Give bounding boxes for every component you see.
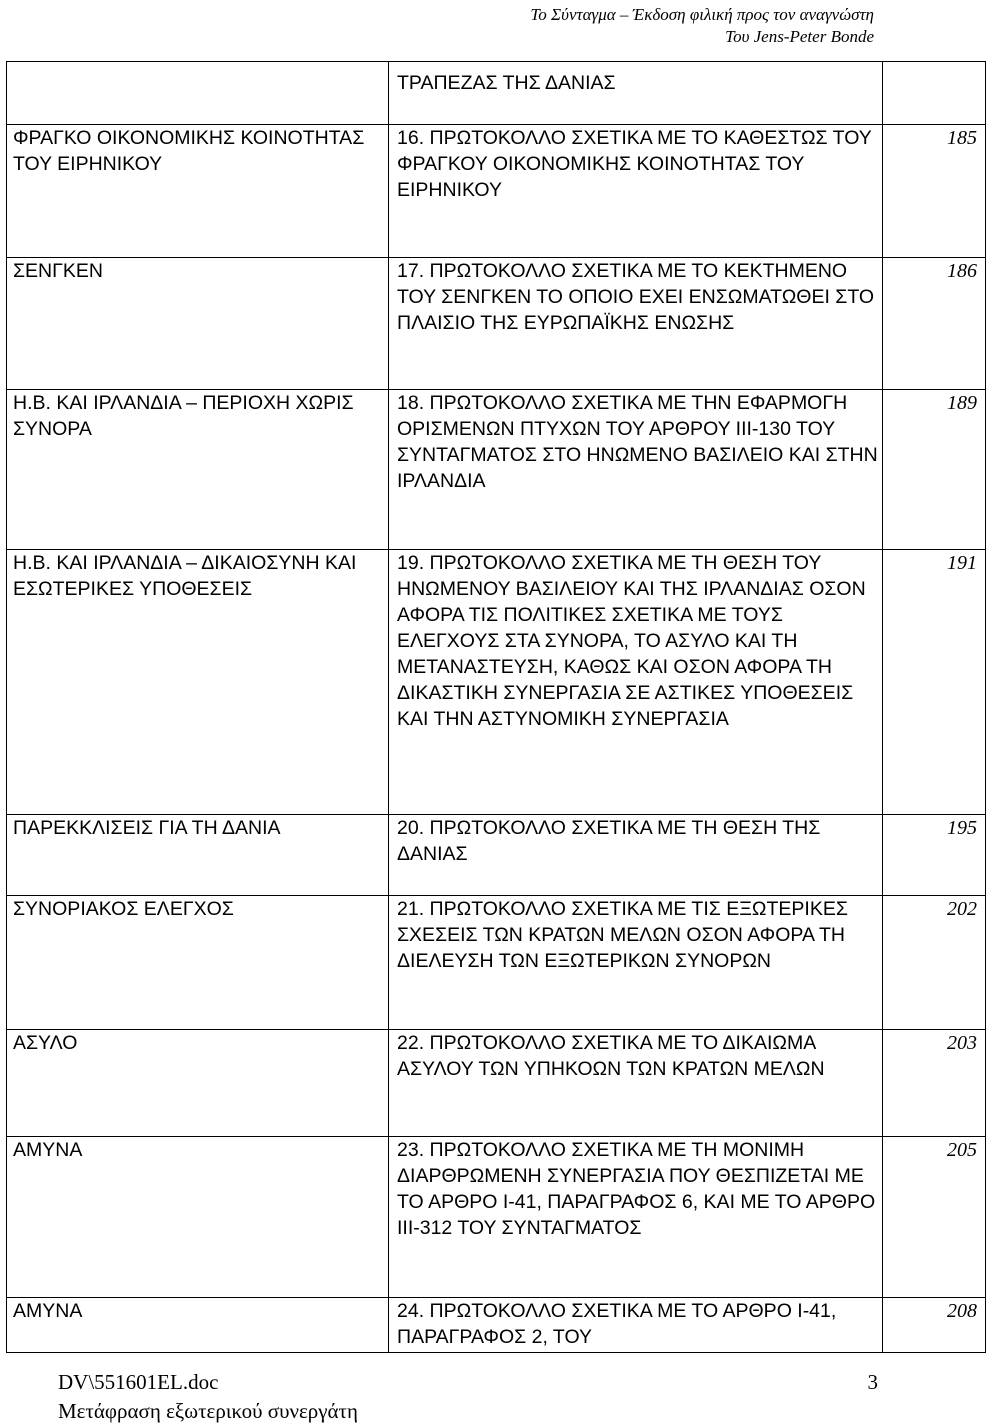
contents-row — [7, 815, 986, 896]
page-number-cell: 189 — [883, 390, 986, 550]
protocol-title-cell: 21. ΠΡΩΤΟΚΟΛΛΟ ΣΧΕΤΙΚΑ ΜΕ ΤΙΣ ΕΞΩΤΕΡΙΚΕΣ ΣΧΕΣΕΙΣ ΤΩΝ ΚΡΑΤΩΝ ΜΕΛΩΝ ΟΣΟΝ ΑΦΟΡΑ ΤΗ ΔΙΕΛΕΥΣΗ ΤΩΝ ΕΞΩΤΕΡΙΚΩΝ ΣΥΝΟΡΩΝ — [389, 896, 883, 1030]
contents-row — [7, 896, 986, 1030]
topic-cell: ΠΑΡΕΚΚΛΙΣΕΙΣ ΓΙΑ ΤΗ ΔΑΝΙΑ — [7, 815, 389, 896]
protocol-title-cell: 20. ΠΡΩΤΟΚΟΛΛΟ ΣΧΕΤΙΚΑ ΜΕ ΤΗ ΘΕΣΗ ΤΗΣ ΔΑΝΙΑΣ — [389, 815, 883, 896]
page-number-cell: 208 — [883, 1298, 986, 1353]
page-number-cell: 203 — [883, 1030, 986, 1137]
contents-row — [7, 62, 986, 125]
contents-table — [6, 61, 986, 1353]
footer-filename: DV\551601EL.doc — [58, 1370, 219, 1394]
document-header — [530, 4, 874, 48]
header-title: Το Σύνταγμα – Έκδοση φιλική προς τον αναγνώστη — [530, 5, 874, 24]
protocol-title-cell: 16. ΠΡΩΤΟΚΟΛΛΟ ΣΧΕΤΙΚΑ ΜΕ ΤΟ ΚΑΘΕΣΤΩΣ ΤΟΥ ΦΡΑΓΚΟΥ ΟΙΚΟΝΟΜΙΚΗΣ ΚΟΙΝΟΤΗΤΑΣ ΤΟΥ ΕΙΡΗΝΙΚΟΥ — [389, 125, 883, 258]
topic-cell — [7, 62, 389, 125]
protocol-title-cell: 24. ΠΡΩΤΟΚΟΛΛΟ ΣΧΕΤΙΚΑ ΜΕ ΤΟ ΑΡΘΡΟ Ι-41, ΠΑΡΑΓΡΑΦΟΣ 2, ΤΟΥ — [389, 1298, 883, 1353]
protocol-title-cell: 19. ΠΡΩΤΟΚΟΛΛΟ ΣΧΕΤΙΚΑ ΜΕ ΤΗ ΘΕΣΗ ΤΟΥ ΗΝΩΜΕΝΟΥ ΒΑΣΙΛΕΙΟΥ ΚΑΙ ΤΗΣ ΙΡΛΑΝΔΙΑΣ ΟΣΟΝ ΑΦΟΡΑ ΤΙΣ ΠΟΛΙΤΙΚΕΣ ΣΧΕΤΙΚΑ ΜΕ ΤΟΥΣ ΕΛΕΓΧΟΥΣ ΣΤΑ ΣΥΝΟΡΑ, ΤΟ ΑΣΥΛΟ ΚΑΙ ΤΗ ΜΕΤΑΝΑΣΤΕΥΣΗ, ΚΑΘΩΣ ΚΑΙ ΟΣΟΝ ΑΦΟΡΑ ΤΗ ΔΙΚΑΣΤΙΚΗ ΣΥΝΕΡΓΑΣΙΑ ΣΕ ΑΣΤΙΚΕΣ ΥΠΟΘΕΣΕΙΣ ΚΑΙ ΤΗΝ ΑΣΤΥΝΟΜΙΚΗ ΣΥΝΕΡΓΑΣΙΑ — [389, 550, 883, 815]
protocol-title-cell: 18. ΠΡΩΤΟΚΟΛΛΟ ΣΧΕΤΙΚΑ ΜΕ ΤΗΝ ΕΦΑΡΜΟΓΗ ΟΡΙΣΜΕΝΩΝ ΠΤΥΧΩΝ ΤΟΥ ΑΡΘΡΟΥ ΙΙΙ-130 ΤΟΥ ΣΥΝΤΑΓΜΑΤΟΣ ΣΤΟ ΗΝΩΜΕΝΟ ΒΑΣΙΛΕΙΟ ΚΑΙ ΣΤΗΝ ΙΡΛΑΝΔΙΑ — [389, 390, 883, 550]
topic-cell: Η.Β. ΚΑΙ ΙΡΛΑΝΔΙΑ – ΔΙΚΑΙΟΣΥΝΗ ΚΑΙ ΕΣΩΤΕΡΙΚΕΣ ΥΠΟΘΕΣΕΙΣ — [7, 550, 389, 815]
page-number-cell: 205 — [883, 1137, 986, 1298]
header-author: Του Jens-Peter Bonde — [725, 27, 874, 46]
contents-row — [7, 1298, 986, 1353]
page-number-cell: 185 — [883, 125, 986, 258]
topic-cell: ΣΕΝΓΚΕΝ — [7, 258, 389, 390]
contents-row — [7, 1137, 986, 1298]
footer-translation-note: Μετάφραση εξωτερικού συνεργάτη — [58, 1399, 358, 1423]
protocol-title-cell: 17. ΠΡΩΤΟΚΟΛΛΟ ΣΧΕΤΙΚΑ ΜΕ ΤΟ ΚΕΚΤΗΜΕΝΟ ΤΟΥ ΣΕΝΓΚΕΝ ΤΟ ΟΠΟΙΟ ΕΧΕΙ ΕΝΣΩΜΑΤΩΘΕΙ ΣΤΟ ΠΛΑΙΣΙΟ ΤΗΣ ΕΥΡΩΠΑΪΚΗΣ ΕΝΩΣΗΣ — [389, 258, 883, 390]
page-number-cell: 195 — [883, 815, 986, 896]
page-number-cell: 191 — [883, 550, 986, 815]
topic-cell: ΣΥΝΟΡΙΑΚΟΣ ΕΛΕΓΧΟΣ — [7, 896, 389, 1030]
contents-table-body — [7, 62, 986, 1353]
contents-row — [7, 125, 986, 258]
topic-cell: ΑΜΥΝΑ — [7, 1298, 389, 1353]
topic-cell: Η.Β. ΚΑΙ ΙΡΛΑΝΔΙΑ – ΠΕΡΙΟΧΗ ΧΩΡΙΣ ΣΥΝΟΡΑ — [7, 390, 389, 550]
topic-cell: ΑΜΥΝΑ — [7, 1137, 389, 1298]
page-number-cell — [883, 62, 986, 125]
protocol-title-cell: ΤΡΑΠΕΖΑΣ ΤΗΣ ΔΑΝΙΑΣ — [389, 62, 883, 125]
protocol-title-cell: 23. ΠΡΩΤΟΚΟΛΛΟ ΣΧΕΤΙΚΑ ΜΕ ΤΗ ΜΟΝΙΜΗ ΔΙΑΡΘΡΩΜΕΝΗ ΣΥΝΕΡΓΑΣΙΑ ΠΟΥ ΘΕΣΠΙΖΕΤΑΙ ΜΕ ΤΟ ΑΡΘΡΟ Ι-41, ΠΑΡΑΓΡΑΦΟΣ 6, ΚΑΙ ΜΕ ΤΟ ΑΡΘΡΟ ΙΙΙ-312 ΤΟΥ ΣΥΝΤΑΓΜΑΤΟΣ — [389, 1137, 883, 1298]
page-number-cell: 202 — [883, 896, 986, 1030]
contents-row — [7, 390, 986, 550]
contents-row — [7, 1030, 986, 1137]
topic-cell: ΑΣΥΛΟ — [7, 1030, 389, 1137]
contents-row — [7, 550, 986, 815]
page-number-cell: 186 — [883, 258, 986, 390]
protocol-title-cell: 22. ΠΡΩΤΟΚΟΛΛΟ ΣΧΕΤΙΚΑ ΜΕ ΤΟ ΔΙΚΑΙΩΜΑ ΑΣΥΛΟΥ ΤΩΝ ΥΠΗΚΟΩΝ ΤΩΝ ΚΡΑΤΩΝ ΜΕΛΩΝ — [389, 1030, 883, 1137]
footer-page-number: 3 — [867, 1370, 878, 1394]
document-footer — [58, 1368, 878, 1426]
topic-cell: ΦΡΑΓΚΟ ΟΙΚΟΝΟΜΙΚΗΣ ΚΟΙΝΟΤΗΤΑΣ ΤΟΥ ΕΙΡΗΝΙΚΟΥ — [7, 125, 389, 258]
contents-row — [7, 258, 986, 390]
